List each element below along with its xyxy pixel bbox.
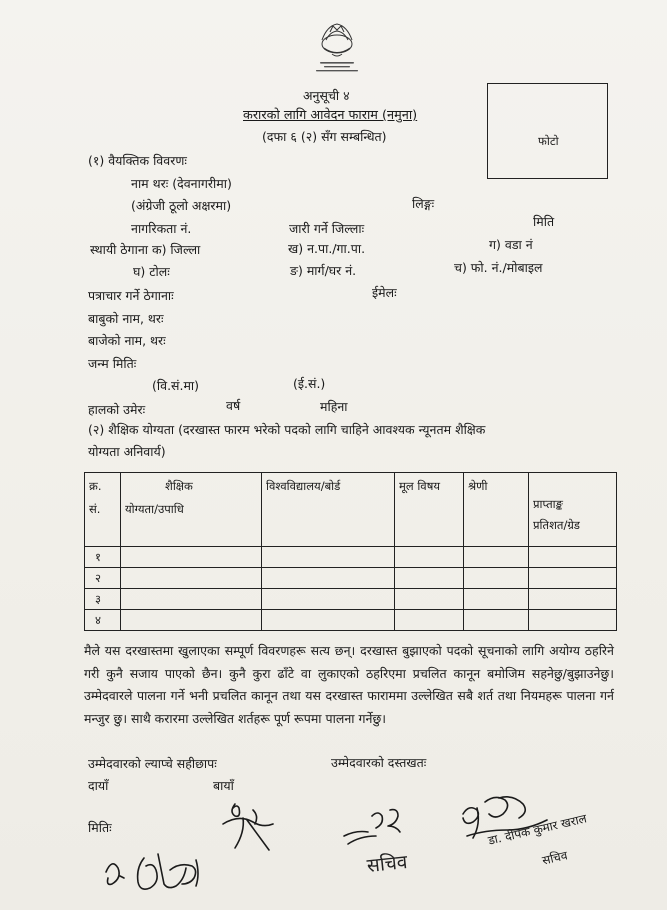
col-grade: प्राप्ताङ्क प्रतिशत/ग्रेड xyxy=(529,473,617,547)
road-house-label: ङ) मार्ग/घर नं. xyxy=(290,263,357,278)
table-row xyxy=(85,610,617,631)
table-cell xyxy=(395,568,464,589)
email-label: ईमेलः xyxy=(372,285,397,300)
education-section-note: योग्यता अनिवार्य) xyxy=(88,444,166,459)
table-cell xyxy=(464,547,529,568)
table-row xyxy=(85,589,617,610)
permanent-address-label: स्थायी ठेगाना क) जिल्ला xyxy=(90,242,201,257)
form-title: करारको लागि आवेदन फाराम (नमुना) xyxy=(243,108,418,123)
issued-district-label: जारी गर्ने जिल्लाः xyxy=(289,221,365,236)
row-number: ३ xyxy=(85,589,121,610)
dob-label: जन्म मितिः xyxy=(88,356,137,371)
table-row xyxy=(85,568,617,589)
table-cell xyxy=(464,610,529,631)
handwritten-initials xyxy=(338,806,418,848)
issue-date-label: मिति xyxy=(533,214,555,229)
phone-label: च) फो. नं./मोबाइल xyxy=(454,260,543,275)
signature-label: उम्मेदवारको दस्तखतः xyxy=(331,755,427,770)
table-cell xyxy=(395,547,464,568)
ward-label: ग) वडा नं xyxy=(489,237,533,252)
stamp-title: सचिव xyxy=(540,848,569,868)
table-cell xyxy=(529,610,617,631)
col-main-subject: मूल विषय xyxy=(395,473,464,547)
table-cell xyxy=(464,568,529,589)
years-label: वर्ष xyxy=(226,398,241,413)
table-cell xyxy=(529,547,617,568)
col-serial: क्र. सं. xyxy=(85,473,121,547)
tole-label: घ) टोलः xyxy=(133,264,170,279)
schedule-number: अनुसूची ४ xyxy=(303,88,350,103)
table-cell xyxy=(529,568,617,589)
citizenship-label: नागरिकता नं. xyxy=(131,221,192,236)
declaration-text: मैले यस दरखास्तमा खुलाएका सम्पूर्ण विवरणहरू सत्य छन्। दरखास्त बुझाएको पदको सूचनाको लागि अयोग्य ठहरिने गरी कुनै सजाय पाएको छैन। कुनै कुरा ढाँटे वा लुकाएको ठहरिएमा प्रचलित कानून बमोजिम सहनेछु/बुझाउनेछु। उम्मेदवारले पालना गर्ने भनी प्रचलित कानून तथा यस दरखास्त फाराममा उल्लेखित सबै शर्त तथा नियमहरू पालना गर्न मन्जुर छु। साथै करारमा उल्लेखित शर्तहरू पूर्ण रूपमा पालना गर्नेछु। xyxy=(84,643,614,726)
table-cell xyxy=(395,589,464,610)
table-cell xyxy=(262,589,395,610)
handwritten-signature-left xyxy=(100,842,220,898)
row-number: १ xyxy=(85,547,121,568)
table-cell xyxy=(121,547,262,568)
stamp-name: डा. दीपक कुमार खराल xyxy=(486,811,589,848)
dob-ad-label: (ई.सं.) xyxy=(293,376,326,391)
thumb-print-label: उम्मेदवारको ल्याप्चे सहीछापः xyxy=(88,756,217,771)
name-devanagari-label: नाम थरः (देवनागरीमा) xyxy=(131,176,232,191)
row-number: २ xyxy=(85,568,121,589)
table-cell xyxy=(262,610,395,631)
education-table xyxy=(84,472,617,631)
table-cell xyxy=(529,589,617,610)
education-table-header xyxy=(85,473,617,547)
municipality-label: ख) न.पा./गा.पा. xyxy=(288,241,366,256)
grandfather-name-label: बाजेको नाम, थरः xyxy=(88,333,166,348)
dob-bs-label: (वि.सं.मा) xyxy=(152,378,200,393)
table-cell xyxy=(262,547,395,568)
handwritten-signature-scribble xyxy=(213,800,283,855)
months-label: महिना xyxy=(320,399,348,414)
form-subtitle: (दफा ६ (२) सँग सम्बन्धित) xyxy=(262,129,387,144)
table-cell xyxy=(262,568,395,589)
row-number: ४ xyxy=(85,610,121,631)
table-cell xyxy=(464,589,529,610)
personal-section-title: (१) वैयक्तिक विवरणः xyxy=(88,153,187,168)
col-qualification: शैक्षिक योग्यता/उपाधि xyxy=(121,473,262,547)
education-section-title: (२) शैक्षिक योग्यता (दरखास्त फारम भरेको पदको लागि चाहिने आवश्यक न्यूनतम शैक्षिक xyxy=(88,422,486,437)
photo-label: फोटो xyxy=(538,134,559,148)
photo-box xyxy=(487,83,608,179)
col-university: विश्वविद्यालय/बोर्ड xyxy=(262,473,395,547)
table-cell xyxy=(395,610,464,631)
government-seal-logo xyxy=(302,18,372,80)
col-division: श्रेणी xyxy=(464,473,529,547)
table-cell xyxy=(121,568,262,589)
table-row xyxy=(85,547,617,568)
right-thumb-label: दायाँ xyxy=(88,778,109,793)
left-thumb-label: बायाँ xyxy=(213,778,234,793)
table-cell xyxy=(121,589,262,610)
table-cell xyxy=(121,610,262,631)
name-english-label: (अंग्रेजी ठूलो अक्षरमा) xyxy=(131,198,232,213)
date-label: मितिः xyxy=(88,820,112,835)
postal-address-label: पत्राचार गर्ने ठेगानाः xyxy=(88,288,174,303)
gender-label: लिङ्गः xyxy=(412,196,435,211)
father-name-label: बाबुको नाम, थरः xyxy=(88,311,164,326)
current-age-label: हालको उमेरः xyxy=(88,402,146,417)
secretary-handwritten: सचिव xyxy=(365,850,409,878)
